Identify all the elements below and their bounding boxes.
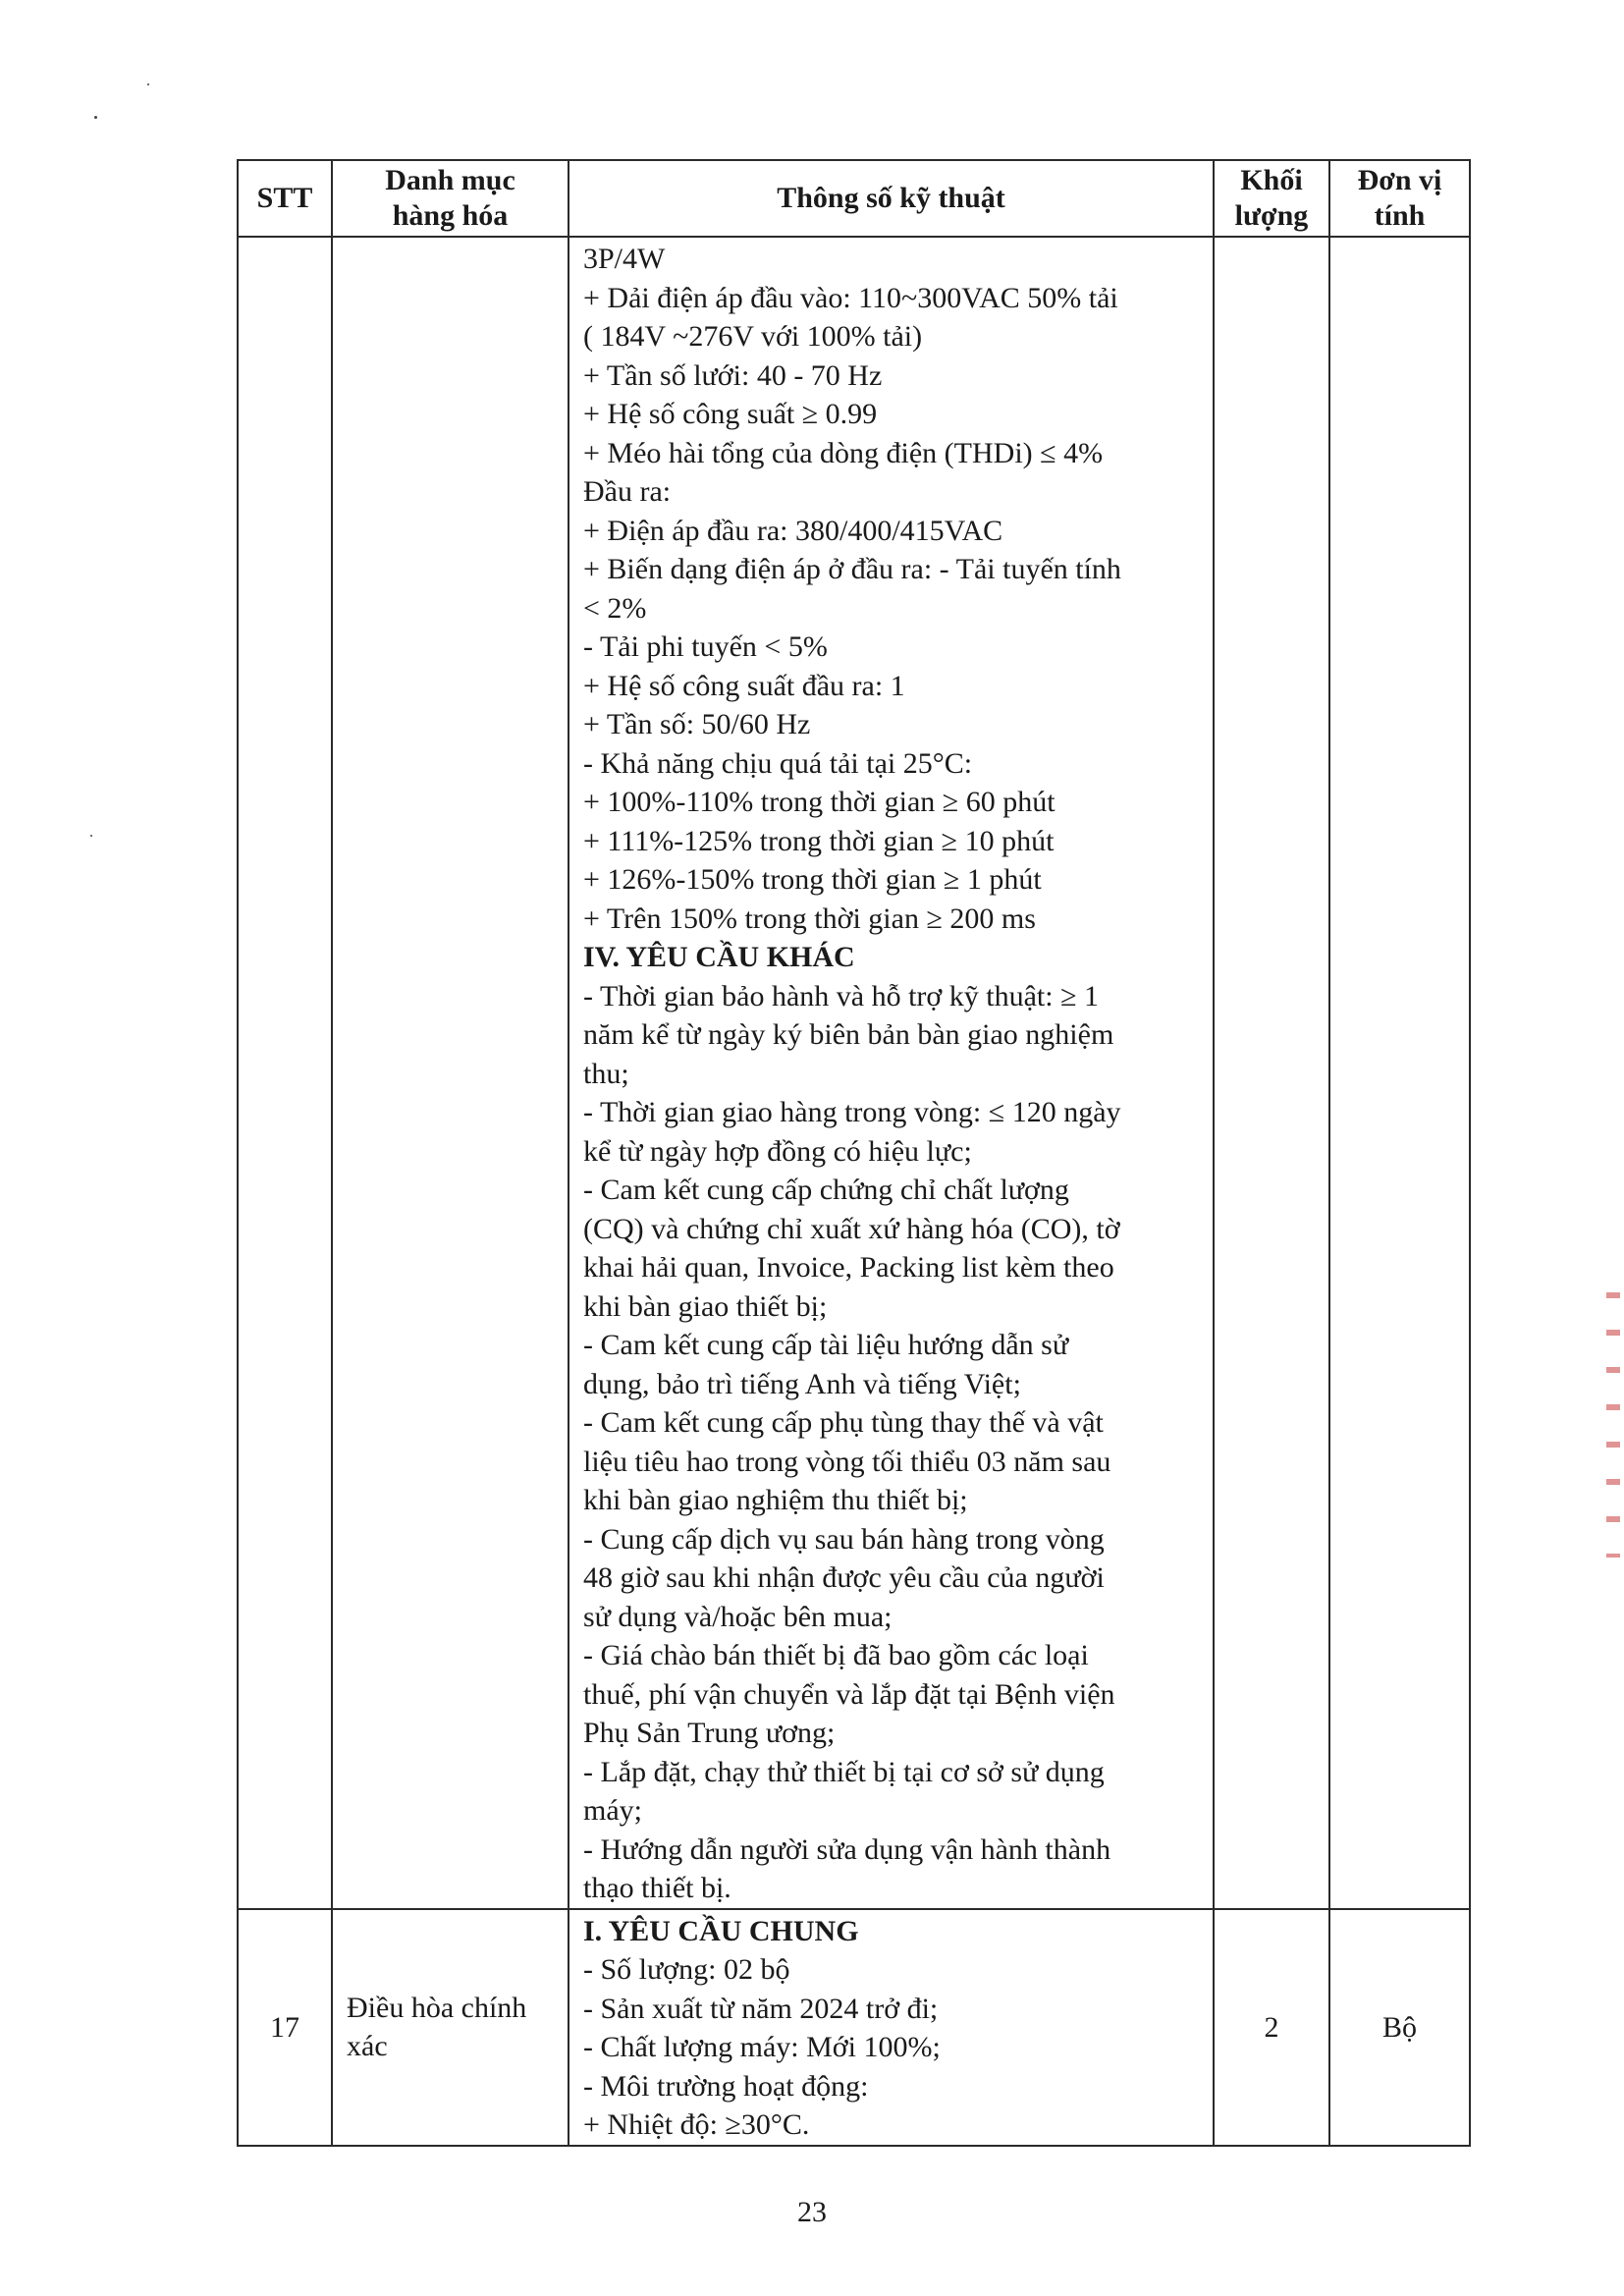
spec-line: - Tải phi tuyến < 5% <box>583 630 828 663</box>
spec-line: - Giá chào bán thiết bị đã bao gồm các loại <box>583 1639 1089 1671</box>
row17-spec-cell <box>568 1909 1214 2146</box>
row17-category: Điều hòa chính xác <box>347 1992 527 2062</box>
spec-line: - Môi trường hoạt động: <box>583 2069 869 2103</box>
row17-category-cell <box>332 1909 568 2146</box>
row17-quantity-cell <box>1214 1909 1329 2146</box>
spec-line: khi bàn giao thiết bị; <box>583 1289 828 1323</box>
spec-line: - Hướng dẫn người sửa dụng vận hành thành <box>583 1832 1111 1866</box>
spec-line: - Khả năng chịu quá tải tại 25°C: <box>583 746 973 780</box>
continued-category-cell <box>332 237 568 1909</box>
spec-line: khi bàn giao nghiệm thu thiết bị; <box>583 1484 968 1516</box>
spec-line: ( 184V ~276V với 100% tải) <box>583 320 923 353</box>
spec-line: Phụ Sản Trung ương; <box>583 1717 836 1749</box>
continued-stt-cell <box>238 237 332 1909</box>
header-unit-text: Đơn vị tính <box>1357 164 1442 232</box>
spec-line: < 2% <box>583 591 647 625</box>
spec-line: - Chất lượng máy: Mới 100%; <box>583 2031 941 2063</box>
row17-unit-cell <box>1329 1909 1470 2146</box>
row17-stt: 17 <box>270 2010 299 2044</box>
spec-line: thuế, phí vận chuyển và lắp đặt tại Bệnh viện <box>583 1677 1115 1711</box>
spec-line: - Số lượng: 02 bộ <box>583 1953 790 1986</box>
spec-line: năm kể từ ngày ký biên bản bàn giao nghiệm <box>583 1018 1114 1051</box>
row17-stt-cell <box>238 1909 332 2146</box>
spec-line: - Thời gian giao hàng trong vòng: ≤ 120 ngày <box>583 1096 1121 1128</box>
spec-line: - Cam kết cung cấp chứng chỉ chất lượng <box>583 1174 1069 1206</box>
spec-line: thạo thiết bị. <box>583 1872 731 1904</box>
spec-line: khai hải quan, Invoice, Packing list kèm theo <box>583 1251 1114 1284</box>
spec-line: I. YÊU CẦU CHUNG <box>583 1914 859 1947</box>
spec-line: - Cam kết cung cấp tài liệu hướng dẫn sử <box>583 1329 1069 1361</box>
specification-table <box>237 159 1471 2147</box>
spec-line: + Hệ số công suất đầu ra: 1 <box>583 669 905 702</box>
continued-quantity-cell <box>1214 237 1329 1909</box>
spec-line: + Trên 150% trong thời gian ≥ 200 ms <box>583 902 1036 935</box>
spec-line: + 126%-150% trong thời gian ≥ 1 phút <box>583 863 1042 896</box>
spec-line: - Cung cấp dịch vụ sau bán hàng trong vòng <box>583 1522 1105 1556</box>
spec-line: - Thời gian bảo hành và hỗ trợ kỹ thuật: ≥ 1 <box>583 979 1100 1012</box>
header-stt: STT <box>238 160 332 237</box>
header-row <box>238 160 1470 237</box>
spec-line: + Tần số lưới: 40 - 70 Hz <box>583 358 883 392</box>
row17-spec-lines <box>569 1910 1213 2145</box>
spec-line: (CQ) và chứng chỉ xuất xứ hàng hóa (CO), tờ <box>583 1212 1120 1245</box>
spec-line: liệu tiêu hao trong vòng tối thiểu 03 năm sau <box>583 1445 1111 1478</box>
spec-line: + 111%-125% trong thời gian ≥ 10 phút <box>583 824 1055 857</box>
header-unit <box>1329 160 1470 237</box>
spec-line: Đầu ra: <box>583 475 672 508</box>
continued-spec-lines <box>569 238 1213 1908</box>
scan-speck <box>147 83 149 85</box>
header-category-text: Danh mục hàng hóa <box>385 164 515 232</box>
table-row-17 <box>238 1909 1470 2146</box>
spec-line: + Nhiệt độ: ≥30°C. <box>583 2108 810 2141</box>
spec-line: dụng, bảo trì tiếng Anh và tiếng Việt; <box>583 1367 1021 1400</box>
spec-line: 3P/4W <box>583 243 666 275</box>
header-quantity <box>1214 160 1329 237</box>
header-category <box>332 160 568 237</box>
seal-edge-mark <box>1606 1292 1620 1558</box>
spec-line: - Lắp đặt, chạy thử thiết bị tại cơ sở sử dụng <box>583 1755 1105 1788</box>
continued-spec-cell <box>568 237 1214 1909</box>
header-quantity-text: Khối lượng <box>1234 164 1309 232</box>
spec-line: IV. YÊU CẦU KHÁC <box>583 941 855 973</box>
spec-line: + Méo hài tổng của dòng điện (THDi) ≤ 4% <box>583 436 1104 469</box>
spec-line: + Điện áp đầu ra: 380/400/415VAC <box>583 514 1003 547</box>
spec-line: + Biến dạng điện áp ở đầu ra: - Tải tuyến tính <box>583 553 1121 585</box>
table-row-continued <box>238 237 1470 1909</box>
spec-line: + Hệ số công suất ≥ 0.99 <box>583 398 878 430</box>
continued-unit-cell <box>1329 237 1470 1909</box>
spec-line: - Cam kết cung cấp phụ tùng thay thế và vật <box>583 1406 1104 1439</box>
spec-line: + Tần số: 50/60 Hz <box>583 708 811 740</box>
spec-line: - Sản xuất từ năm 2024 trở đi; <box>583 1992 939 2025</box>
spec-line: thu; <box>583 1057 629 1090</box>
scan-speck <box>90 835 92 837</box>
spec-line: máy; <box>583 1794 642 1827</box>
row17-unit: Bộ <box>1381 2010 1417 2044</box>
scan-speck <box>94 116 97 119</box>
spec-line: 48 giờ sau khi nhận được yêu cầu của người <box>583 1561 1105 1594</box>
spec-line: + 100%-110% trong thời gian ≥ 60 phút <box>583 786 1056 818</box>
spec-line: sử dụng và/hoặc bên mua; <box>583 1600 893 1633</box>
spec-line: kể từ ngày hợp đồng có hiệu lực; <box>583 1134 972 1168</box>
header-specs: Thông số kỹ thuật <box>568 160 1214 237</box>
spec-line: + Dải điện áp đầu vào: 110~300VAC 50% tải <box>583 281 1118 314</box>
row17-quantity: 2 <box>1264 2010 1279 2044</box>
page-number: 23 <box>797 2196 827 2228</box>
